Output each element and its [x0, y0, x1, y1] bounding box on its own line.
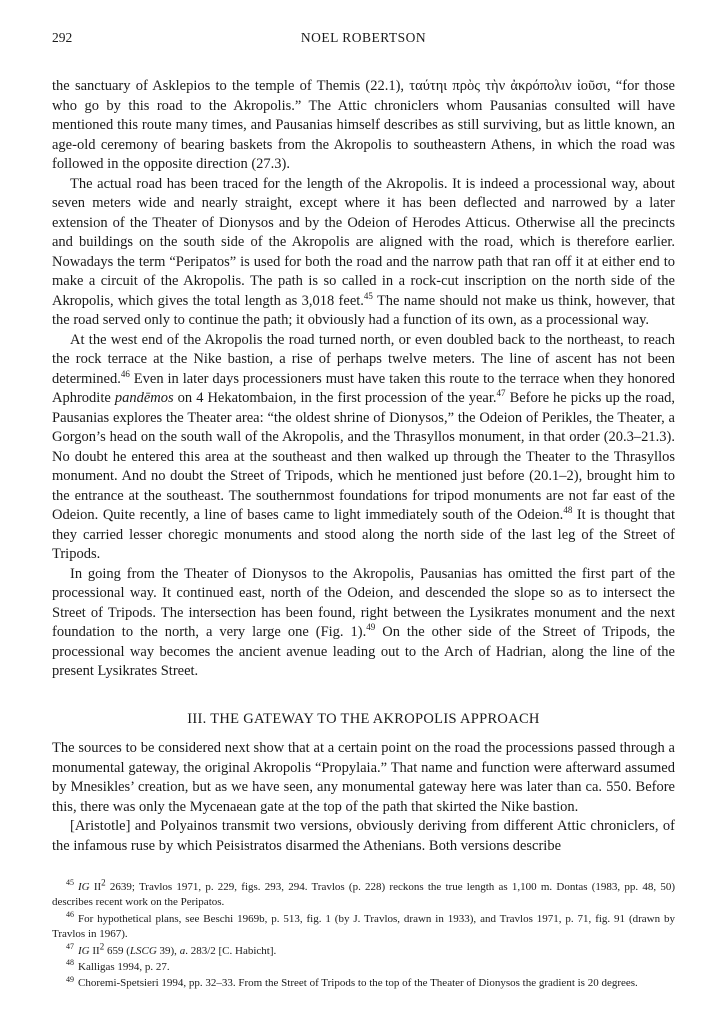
running-head: NOEL ROBERTSON: [300, 30, 427, 45]
section-heading: III. THE GATEWAY TO THE AKROPOLIS APPROACH: [187, 710, 540, 727]
paragraph: the sanctuary of Asklepios to the temple of Themis (22.1), ταύτηι πρὸς τὴν ἀκρόπολιν ἰοῦσι, “for those who go by this road to the Akropolis.” The Attic chroniclers whom Pausanias consulted will have mentioned this route many times, and Pausanias himself describes as still surviving, but as little known, an age-old ceremony of bearing baskets from the Akropolis to southeastern Athens, in which the road was followed in the opposite direction (27.3).: [52, 78, 675, 172]
page-number: 292: [52, 30, 73, 45]
footnotes: [52, 877, 675, 992]
footnote: $^{45}$ IG $II^2$ 2639; Travlos 1971, p. 229, figs. 293, 294. Travlos (p. 228) reckons the true length as 1,100 m. Dontas (1983, pp. 48, 50) describes recent work on the Peripatos.: [52, 877, 675, 909]
footnote: $^{47}$ IG $II^2$ 659 (LSCG 39), a. 283/2 [C. Habicht].: [66, 940, 277, 957]
paragraph: [Aristotle] and Polyainos transmit two versions, obviously deriving from different Attic chroniclers, of the infamous ruse by which Peisistratos disarmed the Athenians. Both versions describe: [52, 818, 675, 854]
footnote-ref: 46: [120, 368, 130, 379]
page-header: [52, 30, 675, 52]
document-page: [52, 30, 675, 992]
footnote: $^{49}$ Choremi-Spetsieri 1994, pp. 32–33. From the Street of Tripods to the top of the Theater of Dionysos the gradient is 20 degrees.: [66, 974, 638, 990]
paragraph: In going from the Theater of Dionysos to the Akropolis, Pausanias has omitted the first part of the processional way. It continued east, north of the Odeion, and descended the slope so as to intersect the Street of Tripods. The intersection has been found, right between the Lysikrates monument and the next foundation to the north, a very large one (Fig. 1).$^{49}$ On the other side of the Street of Tripods, the processional way becomes the ancient avenue leading out to the Arch of Hadrian, along the line of the present Lysikrates Street.: [52, 565, 675, 679]
body-text: [52, 77, 675, 856]
paragraph: The actual road has been traced for the length of the Akropolis. It is indeed a processional way, about seven meters wide and nearly straight, except where it has been deflected and narrowed by a later extension of the Theater of Dionysos and by the Odeion of Herodes Atticus. Otherwise all the precincts and buildings on the south side of the Akropolis are aligned with the road, which is therefore earlier. Nowadays the term “Peripatos” is used for both the road and the narrow path that ran off it at either end to make a circuit of the Akropolis. The path is so called in a rock-cut inscription on the north side of the Akropolis, which gives the total length as 3,018 feet.$^{45}$ The name should not make us think, however, that the road served only to continue the path; it obviously had a function of its own, as a processional way.: [52, 175, 675, 328]
footnote: $^{48}$ Kalligas 1994, p. 27.: [66, 958, 170, 974]
footnote-ref: 45: [363, 290, 373, 301]
paragraph: The sources to be considered next show that at a certain point on the road the processions passed through a monumental gateway, the original Akropolis “Propylaia.” That name and function were afterward assumed by Mnesikles’ creation, but as we have seen, any monumental gateway here was later than ca. 550. Before this, there was only the Mycenaean gate at the top of the path that skirted the Nike bastion.: [52, 740, 675, 815]
footnote-ref: 47: [496, 388, 506, 399]
footnote-ref: 49: [366, 622, 376, 633]
paragraph: At the west end of the Akropolis the road turned north, or even doubled back to the northeast, to reach the rock terrace at the Nike bastion, a rise of perhaps twelve meters. The line of ascent has not been determined.$^{46}$ Even in later days processioners must have taken this route to the terrace when they honored Aphrodite pandēmos on 4 Hekatombaion, in the first procession of the year.$^{47}$ Before he picks up the road, Pausanias explores the Theater area: “the oldest shrine of Dionysos,” the Odeion of Perikles, the Theater, a Gorgon’s head on the south wall of the Akropolis, and the Thrasyllos monument, in that order (20.3–21.3). No doubt he entered this area at the southeast and then walked up through the Theater to the Thrasyllos monument. And no doubt the Street of Tripods, which he mentioned just before (20.1–2), brought him to the entrance at the southeast. The southernmost foundations for tripod monuments are not far east of the Odeion. Quite recently, a line of bases came to light immediately south of the Odeion.$^{48}$ It is thought that they carried lesser choregic monuments and stood along the north side of the last leg of the Street of Tripods.: [52, 331, 676, 562]
footnote-ref: 48: [563, 505, 573, 516]
footnote: $^{46}$ For hypothetical plans, see Beschi 1969b, p. 513, fig. 1 (by J. Travlos, drawn in 1933), and Travlos 1971, p. 71, fig. 91 (drawn by Travlos in 1967).: [52, 910, 675, 941]
